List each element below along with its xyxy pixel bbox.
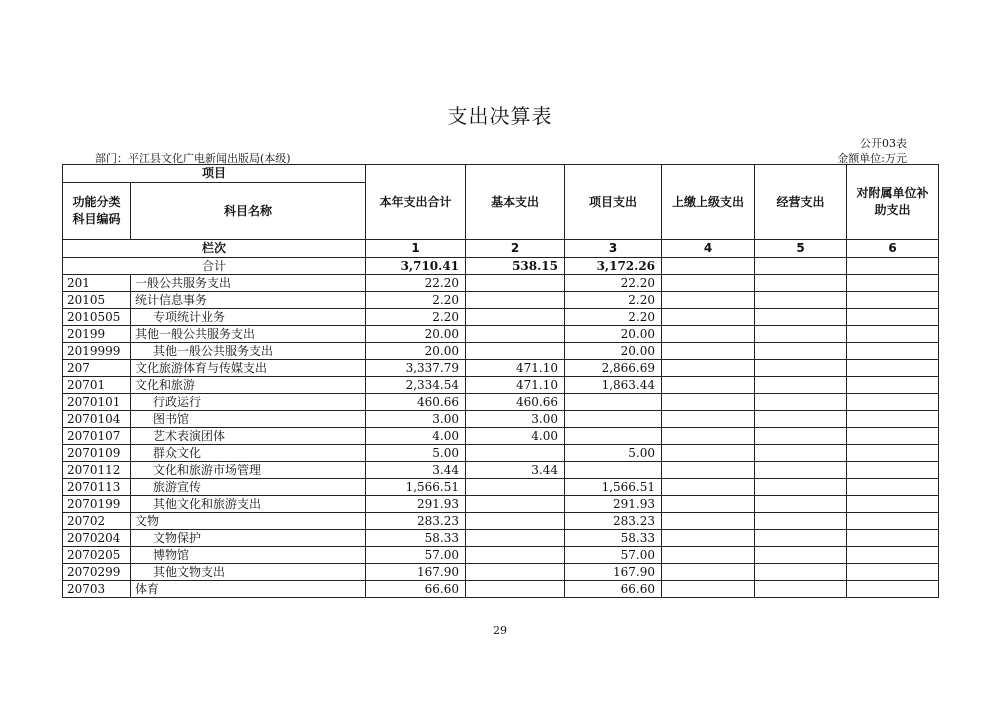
row-code: 20702 (63, 513, 131, 530)
table-row (63, 530, 939, 547)
row-code: 2019999 (63, 343, 131, 360)
department-label: 部门：平江县文化广电新闻出版局(本级) (95, 152, 291, 165)
row-basic: 4.00 (466, 428, 565, 445)
row-code: 2070101 (63, 394, 131, 411)
table-row (63, 275, 939, 292)
header-subsidy: 对附属单位补助支出 (847, 165, 939, 240)
row-subject-name: 专项统计业务 (131, 309, 366, 326)
row-subsidy (847, 343, 939, 360)
row-subsidy (847, 581, 939, 598)
row-business (755, 445, 847, 462)
unit-label: 金额单位:万元 (837, 152, 907, 165)
row-subsidy (847, 326, 939, 343)
row-subject-name: 图书馆 (131, 411, 366, 428)
row-business (755, 479, 847, 496)
row-project (565, 462, 662, 479)
table-row (63, 377, 939, 394)
row-project (565, 428, 662, 445)
row-subsidy (847, 428, 939, 445)
row-total: 66.60 (366, 581, 466, 598)
row-upper (662, 496, 755, 513)
table-row (63, 411, 939, 428)
row-basic (466, 309, 565, 326)
expenditure-table (62, 164, 939, 598)
row-project: 2.20 (565, 309, 662, 326)
row-subsidy (847, 462, 939, 479)
row-subject-name: 艺术表演团体 (131, 428, 366, 445)
table-row (63, 292, 939, 309)
row-code: 2070112 (63, 462, 131, 479)
table-row (63, 326, 939, 343)
row-business (755, 581, 847, 598)
row-total: 3.44 (366, 462, 466, 479)
row-subject-name: 其他一般公共服务支出 (131, 343, 366, 360)
total-basic: 538.15 (466, 258, 565, 275)
row-code: 2070204 (63, 530, 131, 547)
row-upper (662, 513, 755, 530)
col-num-2: 2 (466, 240, 565, 258)
header-project: 项目 (63, 165, 366, 183)
table-row (63, 428, 939, 445)
row-code: 201 (63, 275, 131, 292)
row-business (755, 547, 847, 564)
row-subsidy (847, 377, 939, 394)
table-body (63, 258, 939, 598)
row-code: 2070109 (63, 445, 131, 462)
row-basic: 471.10 (466, 377, 565, 394)
row-total: 2,334.54 (366, 377, 466, 394)
row-subject-name: 一般公共服务支出 (131, 275, 366, 292)
header-business: 经营支出 (755, 165, 847, 240)
table-row (63, 343, 939, 360)
row-subject-name: 行政运行 (131, 394, 366, 411)
row-subsidy (847, 292, 939, 309)
row-total: 57.00 (366, 547, 466, 564)
header-subject-name: 科目名称 (131, 183, 366, 240)
table-row (63, 564, 939, 581)
header-func-code: 功能分类科目编码 (63, 183, 131, 240)
row-subsidy (847, 360, 939, 377)
row-code: 2070205 (63, 547, 131, 564)
row-subsidy (847, 530, 939, 547)
row-basic (466, 326, 565, 343)
row-upper (662, 462, 755, 479)
total-label: 合计 (63, 258, 366, 275)
row-project: 2,866.69 (565, 360, 662, 377)
report-title: 支出决算表 (447, 104, 553, 128)
row-basic (466, 496, 565, 513)
row-upper (662, 292, 755, 309)
table-code: 公开03表 (860, 137, 907, 150)
header-column-label: 栏次 (63, 240, 366, 258)
row-total: 58.33 (366, 530, 466, 547)
col-num-5: 5 (755, 240, 847, 258)
row-basic (466, 547, 565, 564)
row-subsidy (847, 275, 939, 292)
col-num-6: 6 (847, 240, 939, 258)
row-project: 1,863.44 (565, 377, 662, 394)
header-upper: 上缴上级支出 (662, 165, 755, 240)
total-row (63, 258, 939, 275)
row-project: 1,566.51 (565, 479, 662, 496)
row-subject-name: 文化旅游体育与传媒支出 (131, 360, 366, 377)
row-total: 22.20 (366, 275, 466, 292)
row-subject-name: 统计信息事务 (131, 292, 366, 309)
row-business (755, 360, 847, 377)
row-business (755, 513, 847, 530)
row-subsidy (847, 479, 939, 496)
row-subject-name: 文物保护 (131, 530, 366, 547)
row-project: 283.23 (565, 513, 662, 530)
col-num-1: 1 (366, 240, 466, 258)
row-subsidy (847, 394, 939, 411)
row-subsidy (847, 564, 939, 581)
row-subsidy (847, 445, 939, 462)
row-total: 4.00 (366, 428, 466, 445)
page-number: 29 (493, 624, 507, 637)
total-upper (662, 258, 755, 275)
row-subject-name: 体育 (131, 581, 366, 598)
row-upper (662, 377, 755, 394)
row-subsidy (847, 547, 939, 564)
row-total: 20.00 (366, 326, 466, 343)
row-basic: 3.00 (466, 411, 565, 428)
row-basic (466, 292, 565, 309)
row-basic: 460.66 (466, 394, 565, 411)
row-subject-name: 文化和旅游市场管理 (131, 462, 366, 479)
row-total: 460.66 (366, 394, 466, 411)
table-row (63, 309, 939, 326)
row-project: 57.00 (565, 547, 662, 564)
row-project (565, 411, 662, 428)
row-upper (662, 394, 755, 411)
table-row (63, 394, 939, 411)
table-row (63, 496, 939, 513)
row-basic (466, 479, 565, 496)
row-business (755, 496, 847, 513)
row-subject-name: 旅游宣传 (131, 479, 366, 496)
row-project: 58.33 (565, 530, 662, 547)
row-upper (662, 309, 755, 326)
table-row (63, 360, 939, 377)
row-upper (662, 581, 755, 598)
row-total: 1,566.51 (366, 479, 466, 496)
row-total: 283.23 (366, 513, 466, 530)
col-num-4: 4 (662, 240, 755, 258)
row-business (755, 343, 847, 360)
row-code: 20105 (63, 292, 131, 309)
row-total: 20.00 (366, 343, 466, 360)
row-code: 2070113 (63, 479, 131, 496)
row-basic (466, 564, 565, 581)
row-upper (662, 326, 755, 343)
row-basic (466, 513, 565, 530)
row-project: 291.93 (565, 496, 662, 513)
row-project: 20.00 (565, 326, 662, 343)
row-project: 167.90 (565, 564, 662, 581)
row-project (565, 394, 662, 411)
row-business (755, 394, 847, 411)
row-subject-name: 群众文化 (131, 445, 366, 462)
row-upper (662, 564, 755, 581)
row-basic (466, 530, 565, 547)
row-code: 2010505 (63, 309, 131, 326)
row-project: 66.60 (565, 581, 662, 598)
row-code: 207 (63, 360, 131, 377)
row-total: 5.00 (366, 445, 466, 462)
row-subsidy (847, 513, 939, 530)
total-amount: 3,710.41 (366, 258, 466, 275)
row-code: 2070107 (63, 428, 131, 445)
row-upper (662, 275, 755, 292)
row-subject-name: 其他一般公共服务支出 (131, 326, 366, 343)
row-code: 20701 (63, 377, 131, 394)
total-business (755, 258, 847, 275)
row-business (755, 377, 847, 394)
row-total: 3,337.79 (366, 360, 466, 377)
row-business (755, 428, 847, 445)
row-code: 2070104 (63, 411, 131, 428)
row-upper (662, 547, 755, 564)
row-total: 2.20 (366, 309, 466, 326)
row-basic (466, 445, 565, 462)
row-upper (662, 343, 755, 360)
row-total: 2.20 (366, 292, 466, 309)
row-subject-name: 其他文物支出 (131, 564, 366, 581)
row-code: 20199 (63, 326, 131, 343)
row-upper (662, 428, 755, 445)
row-total: 291.93 (366, 496, 466, 513)
row-project: 5.00 (565, 445, 662, 462)
row-upper (662, 479, 755, 496)
row-total: 167.90 (366, 564, 466, 581)
table-row (63, 479, 939, 496)
table-row (63, 513, 939, 530)
row-subject-name: 其他文化和旅游支出 (131, 496, 366, 513)
row-business (755, 564, 847, 581)
header-project-expenditure: 项目支出 (565, 165, 662, 240)
row-basic: 3.44 (466, 462, 565, 479)
row-upper (662, 530, 755, 547)
row-code: 20703 (63, 581, 131, 598)
table-row (63, 462, 939, 479)
row-subject-name: 博物馆 (131, 547, 366, 564)
total-project: 3,172.26 (565, 258, 662, 275)
row-upper (662, 360, 755, 377)
row-total: 3.00 (366, 411, 466, 428)
row-business (755, 326, 847, 343)
header-basic: 基本支出 (466, 165, 565, 240)
row-business (755, 309, 847, 326)
table-row (63, 445, 939, 462)
row-basic (466, 275, 565, 292)
row-upper (662, 445, 755, 462)
col-num-3: 3 (565, 240, 662, 258)
table-row (63, 581, 939, 598)
header-total: 本年支出合计 (366, 165, 466, 240)
row-subject-name: 文物 (131, 513, 366, 530)
row-business (755, 530, 847, 547)
row-subsidy (847, 496, 939, 513)
row-code: 2070199 (63, 496, 131, 513)
row-basic (466, 581, 565, 598)
row-business (755, 462, 847, 479)
row-business (755, 292, 847, 309)
row-project: 2.20 (565, 292, 662, 309)
row-basic (466, 343, 565, 360)
table-row (63, 547, 939, 564)
row-code: 2070299 (63, 564, 131, 581)
row-subsidy (847, 411, 939, 428)
row-business (755, 275, 847, 292)
row-project: 22.20 (565, 275, 662, 292)
row-upper (662, 411, 755, 428)
row-subject-name: 文化和旅游 (131, 377, 366, 394)
row-project: 20.00 (565, 343, 662, 360)
row-business (755, 411, 847, 428)
row-basic: 471.10 (466, 360, 565, 377)
total-subsidy (847, 258, 939, 275)
row-subsidy (847, 309, 939, 326)
